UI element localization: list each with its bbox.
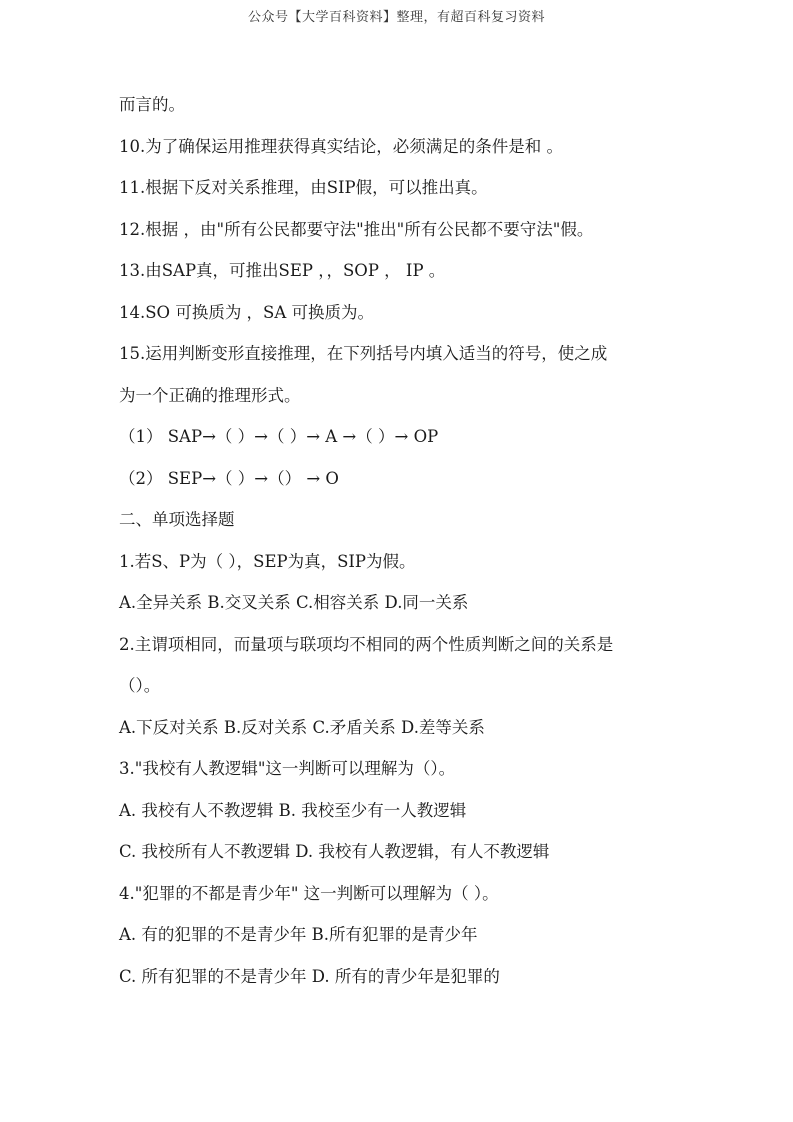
question-15-part-1: （1） SAP→（ ）→（ ）→ A →（ ）→ OP (119, 427, 439, 446)
question-14: 14.SO 可换质为 ，SA 可换质为。 (119, 302, 375, 322)
mc-question-2-continuation: （）。 (119, 676, 161, 695)
text-line-continuation: 而言的。 (119, 95, 185, 114)
mc-question-2-options: A.下反对关系 B.反对关系 C.矛盾关系 D.差等关系 (119, 717, 485, 737)
question-12: 12.根据 ，由"所有公民都要守法"推出"所有公民都不要守法"假。 (119, 219, 594, 239)
question-15-continuation: 为一个正确的推理形式。 (119, 385, 301, 405)
question-11: 11.根据下反对关系推理，由SIP假，可以推出真。 (119, 178, 488, 197)
section-heading: 二、单项选择题 (119, 510, 235, 529)
document-body (119, 84, 699, 997)
mc-question-3-options-ab: A. 我校有人不教逻辑 B. 我校至少有一人教逻辑 (119, 800, 467, 820)
page-header: 公众号【大学百科资料】整理，有超百科复习资料 (247, 10, 545, 25)
mc-question-2: 2.主谓项相同，而量项与联项均不相同的两个性质判断之间的关系是 (119, 634, 614, 654)
question-15-part-2: （2） SEP→（ ）→（） → O (119, 468, 339, 488)
mc-question-3-options-cd: C. 我校所有人不教逻辑 D. 我校有人教逻辑，有人不教逻辑 (119, 842, 550, 861)
mc-question-4: 4."犯罪的不都是青少年" 这一判断可以理解为（ ）。 (119, 883, 499, 903)
question-10: 10.为了确保运用推理获得真实结论，必须满足的条件是和 。 (119, 136, 563, 156)
mc-question-4-options-ab: A. 有的犯罪的不是青少年 B.所有犯罪的是青少年 (119, 925, 478, 944)
mc-question-3: 3."我校有人教逻辑"这一判断可以理解为（）。 (119, 759, 456, 778)
mc-question-4-options-cd: C. 所有犯罪的不是青少年 D. 所有的青少年是犯罪的 (119, 966, 500, 986)
question-13: 13.由SAP真，可推出SEP ，，SOP ， IP 。 (119, 261, 446, 280)
question-15: 15.运用判断变形直接推理，在下列括号内填入适当的符号，使之成 (119, 344, 608, 363)
mc-question-1-options: A.全异关系 B.交叉关系 C.相容关系 D.同一关系 (119, 593, 469, 612)
mc-question-1: 1.若S、P为（ ），SEP为真，SIP为假。 (119, 551, 416, 571)
